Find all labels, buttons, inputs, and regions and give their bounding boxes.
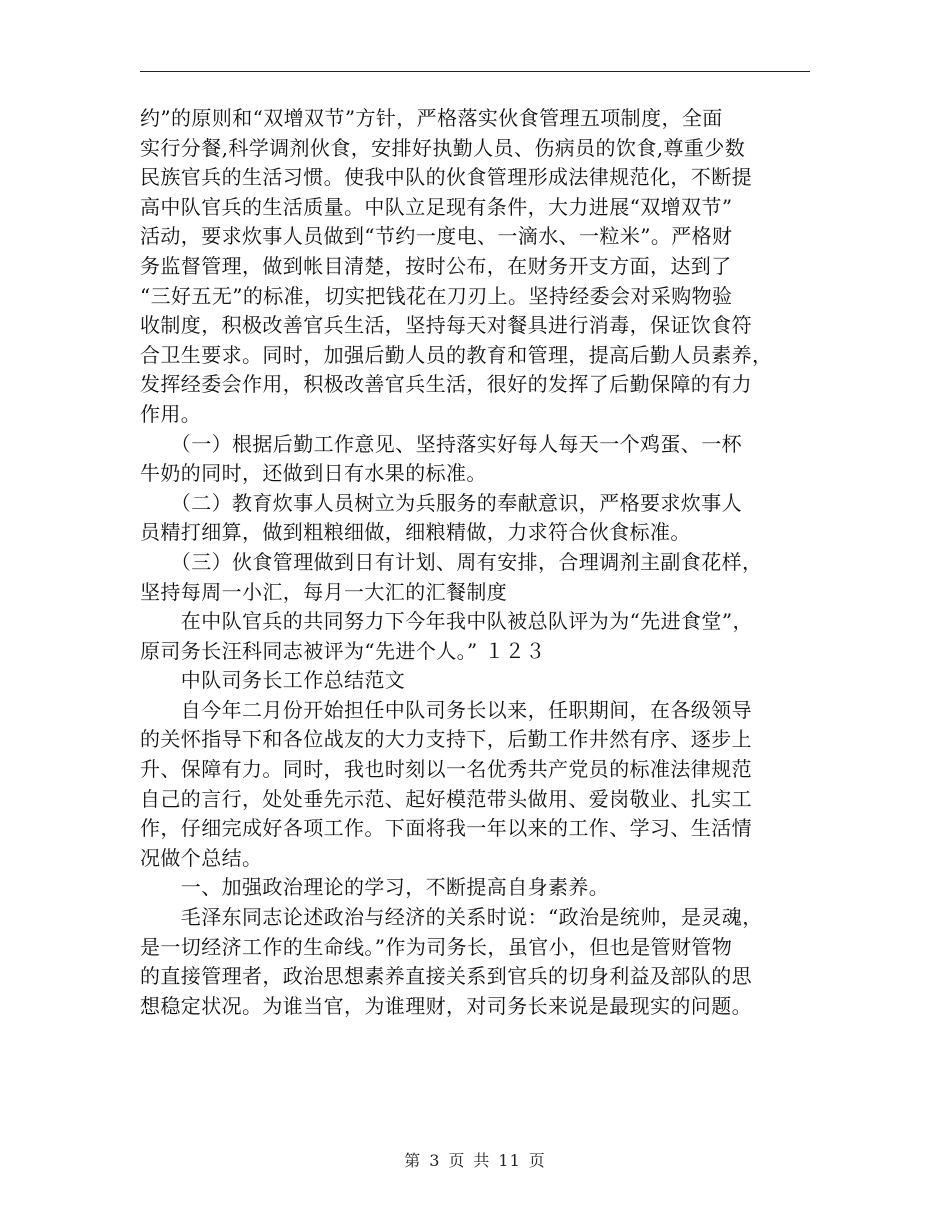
text-line: 活动，要求炊事人员做到“节约一度电、一滴水、一粒米”。严格财 bbox=[140, 224, 733, 249]
footer-total-pages: 11 bbox=[498, 1151, 521, 1170]
text-line: 升、保障有力。同时，我也时刻以一名优秀共产党员的标准法律规范 bbox=[140, 757, 752, 782]
text-line: 约”的原则和“双增双节”方针，严格落实伙食管理五项制度，全面 bbox=[140, 106, 723, 130]
text-line: 合卫生要求。同时，加强后勤人员的教育和管理，提高后勤人员素养， bbox=[140, 342, 773, 367]
text-line: （二）教育炊事人员树立为兵服务的奉献意识，严格要求炊事人 bbox=[140, 490, 742, 515]
header-rule bbox=[140, 71, 810, 72]
text-line: 的直接管理者，政治思想素养直接关系到官兵的切身利益及部队的思 bbox=[140, 964, 752, 989]
document-body bbox=[140, 104, 812, 1021]
text-line: 收制度，积极改善官兵生活，坚持每天对餐具进行消毒，保证饮食符 bbox=[140, 313, 752, 338]
text-line: 实行分餐,科学调剂伙食，安排好执勤人员、伤病员的饮食,尊重少数 bbox=[140, 135, 746, 160]
text-line: 中队司务长工作总结范文 bbox=[140, 668, 406, 693]
footer-current-page: 3 bbox=[429, 1151, 441, 1170]
text-line: 是一切经济工作的生命线。”作为司务长，虽官小，但也是管财管物 bbox=[140, 934, 733, 959]
text-line: 想稳定状况。为谁当官，为谁理财，对司务长来说是最现实的问题。 bbox=[140, 993, 752, 1018]
text-line: （三）伙食管理做到日有计划、周有安排，合理调剂主副食花样， bbox=[140, 549, 763, 574]
text-line: 牛奶的同时，还做到日有水果的标准。 bbox=[140, 461, 487, 486]
text-line: 高中队官兵的生活质量。中队立足现有条件，大力进展“双增双节” bbox=[140, 194, 733, 219]
text-line: 作，仔细完成好各项工作。下面将我一年以来的工作、学习、生活情 bbox=[140, 816, 752, 841]
text-line: 员精打细算，做到粗粮细做，细粮精做，力求符合伙食标准。 bbox=[140, 520, 691, 545]
footer-label-total: 共 bbox=[473, 1151, 491, 1170]
text-line: 的关怀指导下和各位战友的大力支持下，后勤工作井然有序、逐步上 bbox=[140, 727, 752, 752]
text-line: 发挥经委会作用，积极改善官兵生活，很好的发挥了后勤保障的有力 bbox=[140, 372, 752, 397]
text-line: 作用。 bbox=[140, 401, 202, 426]
text-line: 民族官兵的生活习惯。使我中队的伙食管理形成法律规范化，不断提 bbox=[140, 165, 752, 190]
text-line: 坚持每周一小汇，每月一大汇的汇餐制度 bbox=[140, 579, 508, 604]
text-line: 一、加强政治理论的学习，不断提高自身素养。 bbox=[140, 875, 610, 900]
page-footer bbox=[0, 1148, 950, 1171]
text-line: 在中队官兵的共同努力下今年我中队被总队评为为“先进食堂”， bbox=[140, 609, 753, 634]
text-line: 务监督管理，做到帐目清楚，按时公布，在财务开支方面，达到了 bbox=[140, 253, 732, 278]
text-line: 自己的言行，处处垂先示范、起好模范带头做用、爱岗敬业、扎实工 bbox=[140, 786, 752, 811]
text-line: 况做个总结。 bbox=[140, 845, 263, 870]
footer-label-page: 第 bbox=[404, 1151, 422, 1170]
text-line: （一）根据后勤工作意见、坚持落实好每人每天一个鸡蛋、一杯 bbox=[140, 431, 742, 456]
text-line: 原司务长汪科同志被评为“先进个人。” １２３ bbox=[140, 638, 546, 663]
text-line: “三好五无”的标准，切实把钱花在刀刃上。坚持经委会对采购物验 bbox=[140, 283, 733, 308]
footer-label-unit: 页 bbox=[448, 1151, 466, 1170]
text-line: 自今年二月份开始担任中队司务长以来，任职期间，在各级领导 bbox=[140, 697, 752, 722]
text-line: 毛泽东同志论述政治与经济的关系时说：“政治是统帅，是灵魂， bbox=[140, 905, 763, 930]
footer-label-unit2: 页 bbox=[528, 1151, 546, 1170]
